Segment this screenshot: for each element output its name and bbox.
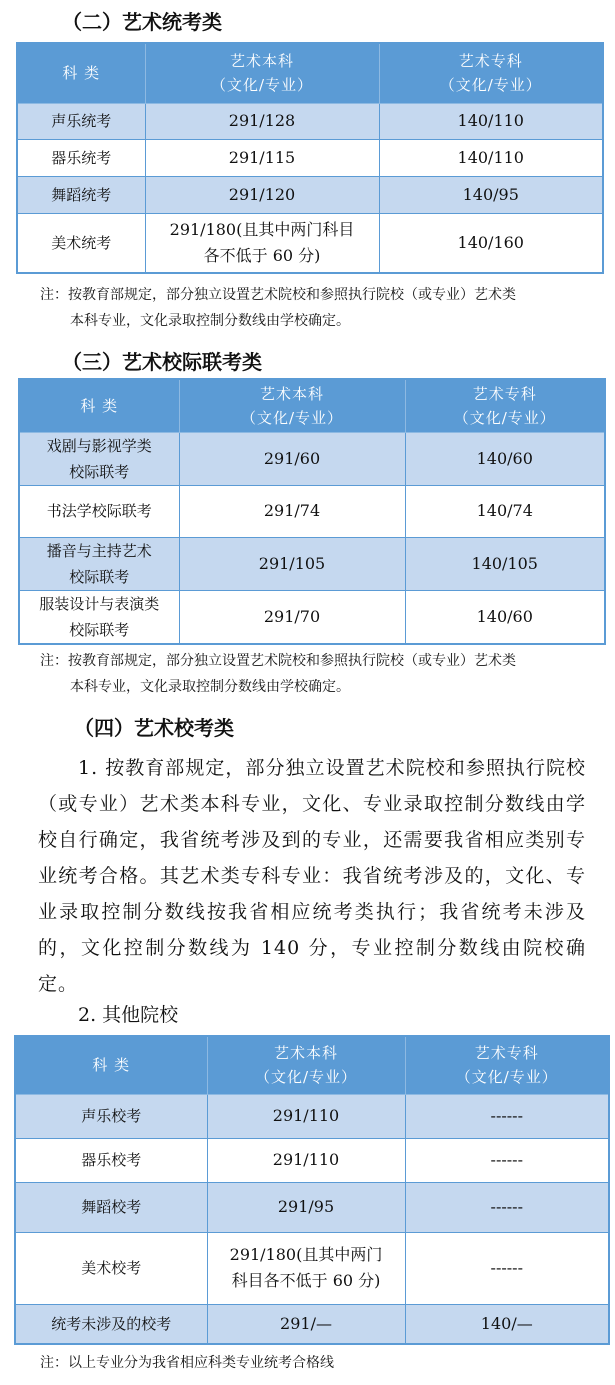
row-undergrad-line2: 科目各不低于 60 分) [231,1271,381,1290]
section-2-note [40,282,600,334]
header-undergrad [145,43,379,103]
header-undergrad-title: 艺术本科 [273,1044,338,1063]
header-undergrad-title: 艺术本科 [259,384,324,403]
row-undergrad-line1: 291/180(且其中两门 [229,1245,383,1264]
row-undergrad-line1: 291/180(且其中两门科目 [169,219,355,239]
table-row [15,1138,609,1182]
row-junior-score: 140/105 [405,537,605,590]
row-undergrad-score [145,213,379,273]
section-4-heading: （四）艺术校考类 [74,716,234,740]
header-undergrad-title: 艺术本科 [229,52,294,71]
note-line2: 本科专业，文化录取控制分数线由学校确定。 [70,313,350,329]
table-row [17,139,603,176]
art-unified-exam-table [16,42,604,274]
row-category: 舞蹈校考 [15,1182,207,1232]
note-line2: 本科专业，文化录取控制分数线由学校确定。 [70,679,350,695]
row-undergrad-score: 291/— [207,1304,405,1344]
table-header-row [15,1036,609,1094]
table-row [15,1094,609,1138]
paragraph-text: 1. 按教育部规定，部分独立设置艺术院校和参照执行院校（或专业）艺术类本科专业，文化、专业录取控制分数线由学校自行确定，我省统考涉及到的专业，还需要我省相应类别专业统考合格。其艺术类专科专业：我省统考涉及的，文化、专业录取控制分数线按我省相应统考类执行；我省统考未涉及的，文化控制分数线为 140 分，专业控制分数线由院校确定。 [38,757,586,995]
row-category: 美术统考 [17,213,145,273]
row-junior-score: ------ [405,1182,609,1232]
row-category [19,432,179,485]
row-junior-score: 140/160 [379,213,603,273]
row-category-line1: 服装设计与表演类 [39,594,160,613]
header-junior [379,43,603,103]
row-category [19,590,179,644]
row-undergrad-score: 291/110 [207,1094,405,1138]
header-undergrad-sub: （文化/专业） [210,76,314,95]
table-row [17,176,603,213]
header-junior-title: 艺术专科 [474,1044,539,1063]
row-category: 美术校考 [15,1232,207,1304]
table-row [19,432,605,485]
row-junior-score: ------ [405,1094,609,1138]
row-undergrad-line2: 各不低于 60 分) [203,245,321,265]
row-category: 器乐校考 [15,1138,207,1182]
row-undergrad-score: 291/60 [179,432,405,485]
table-row [19,485,605,537]
row-category-line1: 播音与主持艺术 [46,541,152,560]
row-category-line1: 戏剧与影视学类 [46,436,152,455]
row-undergrad-score: 291/105 [179,537,405,590]
row-junior-score: 140/74 [405,485,605,537]
section-4-note [40,1350,600,1376]
header-junior-sub: （文化/专业） [439,76,542,95]
note-line1: 注：按教育部规定，部分独立设置艺术院校和参照执行院校（或专业）艺术类 [40,653,516,669]
section-4-paragraph [38,750,586,1002]
row-undergrad-score [207,1232,405,1304]
row-category-line2: 校际联考 [69,620,130,639]
row-category-line2: 校际联考 [69,462,130,481]
table-row [19,590,605,644]
table-row [17,213,603,273]
row-undergrad-score: 291/95 [207,1182,405,1232]
row-undergrad-score: 291/74 [179,485,405,537]
row-category: 器乐统考 [17,139,145,176]
row-junior-score: 140/60 [405,590,605,644]
header-undergrad-sub: （文化/专业） [240,408,344,427]
row-junior-score: 140/60 [405,432,605,485]
row-undergrad-score: 291/70 [179,590,405,644]
row-category [19,537,179,590]
row-junior-score: ------ [405,1232,609,1304]
header-junior-title: 艺术专科 [472,384,537,403]
table-row [15,1304,609,1344]
table-header-row [17,43,603,103]
other-schools-table [14,1035,610,1345]
table-row [15,1182,609,1232]
row-junior-score: ------ [405,1138,609,1182]
subsection-other-schools: 2. 其他院校 [78,1004,179,1026]
row-undergrad-score: 291/128 [145,103,379,139]
row-category: 统考未涉及的校考 [15,1304,207,1344]
header-junior [405,379,605,432]
header-junior-title: 艺术专科 [458,52,523,71]
header-category: 科 类 [15,1036,207,1094]
row-undergrad-score: 291/115 [145,139,379,176]
row-undergrad-score: 291/120 [145,176,379,213]
row-category-line2: 校际联考 [69,567,130,586]
table-row [19,537,605,590]
row-junior-score: 140/95 [379,176,603,213]
row-junior-score: 140/110 [379,139,603,176]
row-category: 声乐校考 [15,1094,207,1138]
header-junior-sub: （文化/专业） [455,1068,558,1087]
header-junior [405,1036,609,1094]
header-undergrad [179,379,405,432]
section-3-note [40,648,600,700]
header-category: 科 类 [19,379,179,432]
note-line1: 注：以上专业分为我省相应科类专业统考合格线 [40,1355,334,1371]
header-undergrad-sub: （文化/专业） [254,1068,358,1087]
row-category: 声乐统考 [17,103,145,139]
row-junior-score: 140/110 [379,103,603,139]
header-undergrad [207,1036,405,1094]
row-category: 舞蹈统考 [17,176,145,213]
row-undergrad-score: 291/110 [207,1138,405,1182]
section-2-heading: （二）艺术统考类 [62,10,222,34]
row-junior-score: 140/— [405,1304,609,1344]
table-row [15,1232,609,1304]
header-junior-sub: （文化/专业） [453,408,556,427]
section-3-heading: （三）艺术校际联考类 [62,350,262,374]
header-category: 科 类 [17,43,145,103]
table-row [17,103,603,139]
row-category: 书法学校际联考 [19,485,179,537]
note-line1: 注：按教育部规定，部分独立设置艺术院校和参照执行院校（或专业）艺术类 [40,287,516,303]
art-joint-exam-table [18,378,606,645]
table-header-row [19,379,605,432]
